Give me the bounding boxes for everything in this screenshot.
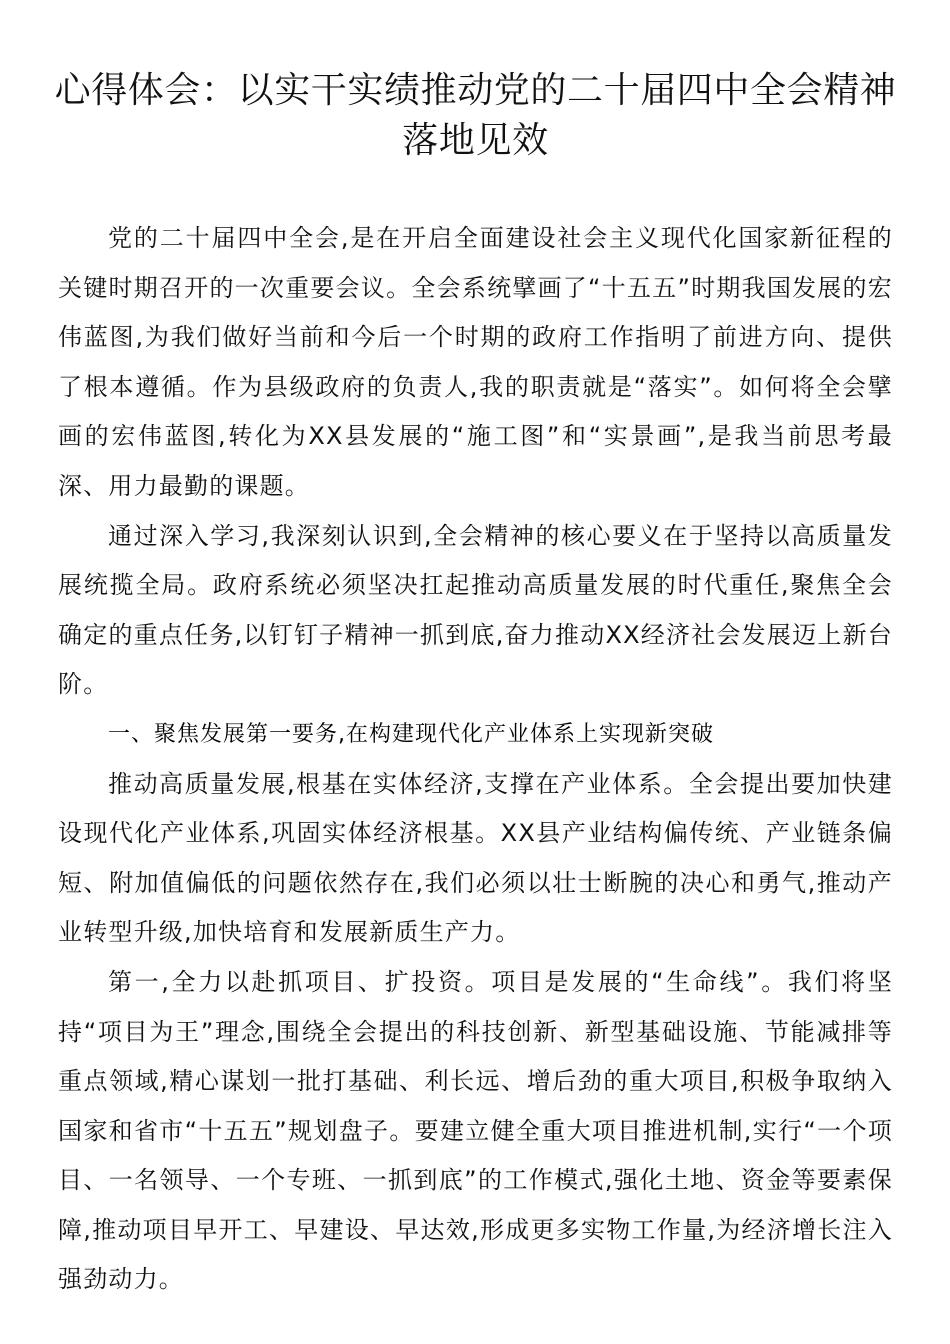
section-heading-1: 一、聚焦发展第一要务,在构建现代化产业体系上实现新突破 (108, 721, 714, 747)
paragraph-industry-system: 推动高质量发展,根基在实体经济,支撑在产业体系。全会提出要加快建设现代化产业体系,巩固实体经济根基。XX县产业结构偏传统、产业链条偏短、附加值偏低的问题依然存在,我们必须以壮士断腕的决心和勇气,推动产业转型升级,加快培育和发展新质生产力。 (58, 769, 893, 947)
paragraph-understanding: 通过深入学习,我深刻认识到,全会精神的核心要义在于坚持以高质量发展统揽全局。政府系统必须坚决扛起推动高质量发展的时代重任,聚焦全会确定的重点任务,以钉钉子精神一抓到底,奋力推动XX经济社会发展迈上新台阶。 (58, 521, 893, 699)
document-title: 心得体会：以实干实绩推动党的二十届四中全会精神落地见效 (54, 70, 897, 161)
document-body (58, 214, 893, 1305)
paragraph-first-projects: 第一,全力以赴抓项目、扩投资。项目是发展的“生命线”。我们将坚持“项目为王”理念,围绕全会提出的科技创新、新型基础设施、节能减排等重点领域,精心谋划一批打基础、利长远、增后劲的重大项目,积极争取纳入国家和省市“十五五”规划盘子。要建立健全重大项目推进机制,实行“一个项目、一名领导、一个专班、一抓到底”的工作模式,强化土地、资金等要素保障,推动项目早开工、早建设、早达效,形成更多实物工作量,为经济增长注入强劲动力。 (58, 967, 893, 1294)
paragraph-intro: 党的二十届四中全会,是在开启全面建设社会主义现代化国家新征程的关键时期召开的一次重要会议。全会系统擘画了“十五五”时期我国发展的宏伟蓝图,为我们做好当前和今后一个时期的政府工作指明了前进方向、提供了根本遵循。作为县级政府的负责人,我的职责就是“落实”。如何将全会擘画的宏伟蓝图,转化为XX县发展的“施工图”和“实景画”,是我当前思考最深、用力最勤的课题。 (58, 224, 893, 500)
